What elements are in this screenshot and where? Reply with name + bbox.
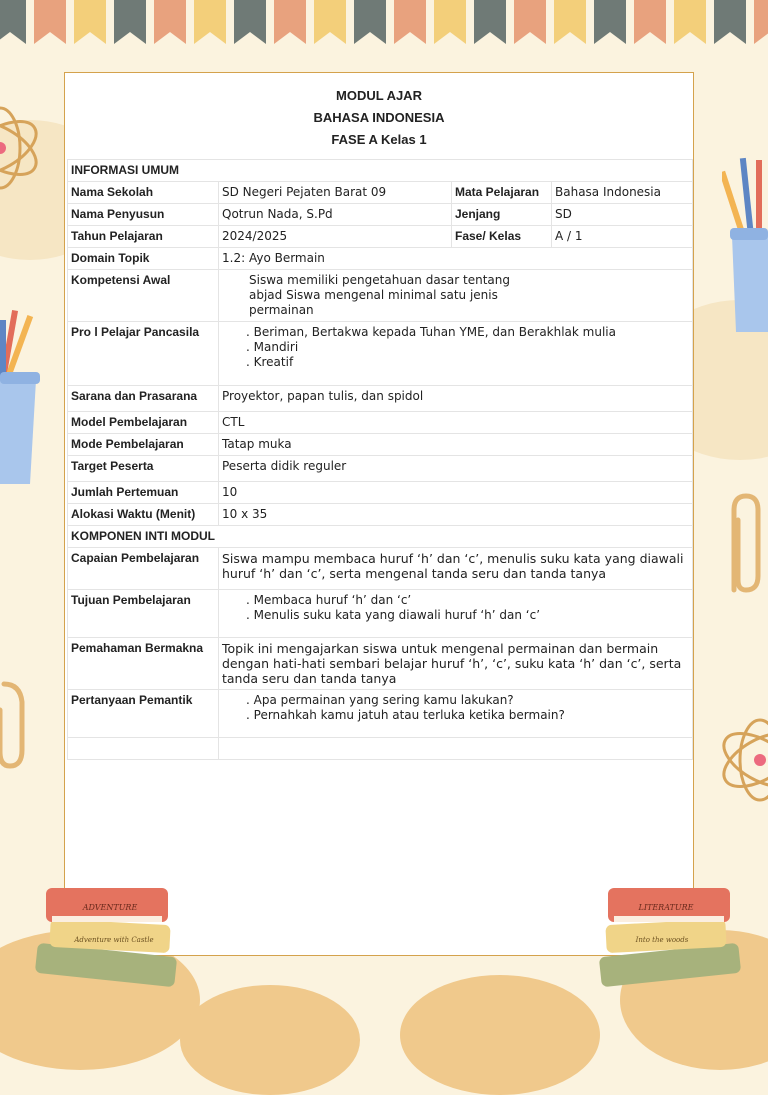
label-tujuan: Tujuan Pembelajaran bbox=[68, 590, 219, 638]
value-jumlah-pertemuan: 10 bbox=[219, 482, 693, 504]
background-blob bbox=[180, 985, 360, 1095]
document-subject: BAHASA INDONESIA bbox=[313, 110, 445, 125]
book-title-label: ADVENTURE bbox=[82, 903, 138, 912]
book-title-label: Adventure with Castle bbox=[74, 936, 154, 944]
bunting-flag bbox=[354, 0, 386, 44]
table-row bbox=[68, 482, 693, 504]
label-model: Model Pembelajaran bbox=[68, 412, 219, 434]
bunting-flag bbox=[154, 0, 186, 44]
bunting-flag bbox=[714, 0, 746, 44]
bunting-flag bbox=[474, 0, 506, 44]
table-row bbox=[68, 270, 693, 322]
label-nama-sekolah: Nama Sekolah bbox=[68, 182, 219, 204]
table-row bbox=[68, 160, 693, 182]
value-capaian: Siswa mampu membaca huruf ‘h’ dan ‘c’, menulis suku kata yang diawali huruf ‘h’ dan ‘c’, serta mengenal tanda seru dan tanda tanya bbox=[219, 548, 693, 590]
label-nama-penyusun: Nama Penyusun bbox=[68, 204, 219, 226]
table-row bbox=[68, 226, 693, 248]
section-heading-informasi-umum: INFORMASI UMUM bbox=[68, 160, 693, 182]
value-pemahaman: Topik ini mengajarkan siswa untuk mengenal permainan dan bermain dengan hati-hati sembari belajar huruf ‘h’, ‘c’, suku kata ‘h’ dan ‘c’, serta tanda seru dan tanda tanya bbox=[219, 638, 693, 690]
bunting-flag bbox=[514, 0, 546, 44]
list-item: . Apa permainan yang sering kamu lakukan? bbox=[246, 693, 514, 707]
bunting-flag bbox=[0, 0, 26, 44]
table-row bbox=[68, 504, 693, 526]
list-item: . Pernahkah kamu jatuh atau terluka ketika bermain? bbox=[246, 708, 565, 722]
module-table bbox=[67, 159, 693, 760]
table-row bbox=[68, 738, 693, 760]
bunting-flag bbox=[674, 0, 706, 44]
table-row bbox=[68, 248, 693, 270]
atom-icon bbox=[0, 100, 42, 196]
table-row bbox=[68, 434, 693, 456]
value-nama-sekolah: SD Negeri Pejaten Barat 09 bbox=[219, 182, 452, 204]
label-jumlah-pertemuan: Jumlah Pertemuan bbox=[68, 482, 219, 504]
pencil-cup-icon bbox=[722, 150, 768, 332]
table-row bbox=[68, 412, 693, 434]
value-target: Peserta didik reguler bbox=[219, 456, 693, 482]
section-heading-komponen-inti: KOMPONEN INTI MODUL bbox=[68, 526, 693, 548]
bunting-flag bbox=[234, 0, 266, 44]
table-row bbox=[68, 204, 693, 226]
value-mode: Tatap muka bbox=[219, 434, 693, 456]
value-fase-kelas: A / 1 bbox=[552, 226, 693, 248]
table-row bbox=[68, 690, 693, 738]
bunting-flag bbox=[74, 0, 106, 44]
label-tahun-pelajaran: Tahun Pelajaran bbox=[68, 226, 219, 248]
paperclip-icon bbox=[716, 490, 766, 600]
list-item: . Menulis suku kata yang diawali huruf ‘h’ dan ‘c’ bbox=[246, 608, 541, 622]
list-item: . Kreatif bbox=[246, 355, 294, 369]
list-item: . Beriman, Bertakwa kepada Tuhan YME, dan Berakhlak mulia bbox=[246, 325, 616, 339]
bunting-flag bbox=[274, 0, 306, 44]
table-row bbox=[68, 182, 693, 204]
label-domain-topik: Domain Topik bbox=[68, 248, 219, 270]
bunting-flag bbox=[434, 0, 466, 44]
document-page bbox=[64, 72, 694, 956]
background-blob bbox=[400, 975, 600, 1095]
label-capaian: Capaian Pembelajaran bbox=[68, 548, 219, 590]
value-pertanyaan bbox=[219, 690, 693, 738]
label-pertanyaan: Pertanyaan Pemantik bbox=[68, 690, 219, 738]
paperclip-icon bbox=[0, 676, 30, 772]
book-title-label: LITERATURE bbox=[638, 903, 694, 912]
label-jenjang: Jenjang bbox=[452, 204, 552, 226]
value-alokasi-waktu: 10 x 35 bbox=[219, 504, 693, 526]
pencil-cup-icon bbox=[0, 300, 44, 484]
label-fase-kelas: Fase/ Kelas bbox=[452, 226, 552, 248]
bunting-flag bbox=[754, 0, 768, 44]
document-title: MODUL AJAR bbox=[336, 88, 422, 103]
table-row bbox=[68, 456, 693, 482]
table-row bbox=[68, 386, 693, 412]
atom-icon bbox=[722, 712, 768, 808]
table-row bbox=[68, 526, 693, 548]
value-kompetensi-awal bbox=[219, 270, 693, 322]
book-stack-icon bbox=[596, 884, 746, 994]
bunting-flag bbox=[194, 0, 226, 44]
label-profil-pancasila: Pro l Pelajar Pancasila bbox=[68, 322, 219, 386]
list-item: . Mandiri bbox=[246, 340, 299, 354]
label-kompetensi-awal: Kompetensi Awal bbox=[68, 270, 219, 322]
bunting-flag bbox=[554, 0, 586, 44]
empty-cell bbox=[219, 738, 693, 760]
text-line: Siswa memiliki pengetahuan dasar tentang bbox=[249, 273, 510, 287]
value-mata-pelajaran: Bahasa Indonesia bbox=[552, 182, 693, 204]
list-item: . Membaca huruf ‘h’ dan ‘c’ bbox=[246, 593, 412, 607]
bunting-flag bbox=[594, 0, 626, 44]
label-pemahaman: Pemahaman Bermakna bbox=[68, 638, 219, 690]
label-target: Target Peserta bbox=[68, 456, 219, 482]
bunting-flag bbox=[394, 0, 426, 44]
value-sarana: Proyektor, papan tulis, dan spidol bbox=[219, 386, 693, 412]
bunting-flag bbox=[314, 0, 346, 44]
book-stack-icon bbox=[30, 884, 180, 994]
bunting-flag bbox=[114, 0, 146, 44]
bunting-decoration bbox=[0, 0, 768, 48]
book-title-label: Into the woods bbox=[635, 936, 689, 944]
value-nama-penyusun: Qotrun Nada, S.Pd bbox=[219, 204, 452, 226]
label-mode: Mode Pembelajaran bbox=[68, 434, 219, 456]
text-line: permainan bbox=[249, 303, 314, 317]
label-mata-pelajaran: Mata Pelajaran bbox=[452, 182, 552, 204]
table-row bbox=[68, 590, 693, 638]
value-model: CTL bbox=[219, 412, 693, 434]
value-tahun-pelajaran: 2024/2025 bbox=[219, 226, 452, 248]
document-header bbox=[65, 73, 693, 159]
text-line: abjad Siswa mengenal minimal satu jenis bbox=[249, 288, 498, 302]
value-profil-pancasila bbox=[219, 322, 693, 386]
bunting-flag bbox=[34, 0, 66, 44]
table-row bbox=[68, 638, 693, 690]
table-row bbox=[68, 322, 693, 386]
value-tujuan bbox=[219, 590, 693, 638]
empty-cell bbox=[68, 738, 219, 760]
table-row bbox=[68, 548, 693, 590]
label-sarana: Sarana dan Prasarana bbox=[68, 386, 219, 412]
label-alokasi-waktu: Alokasi Waktu (Menit) bbox=[68, 504, 219, 526]
bunting-flag bbox=[634, 0, 666, 44]
value-domain-topik: 1.2: Ayo Bermain bbox=[219, 248, 693, 270]
value-jenjang: SD bbox=[552, 204, 693, 226]
document-phase: FASE A Kelas 1 bbox=[331, 132, 427, 147]
